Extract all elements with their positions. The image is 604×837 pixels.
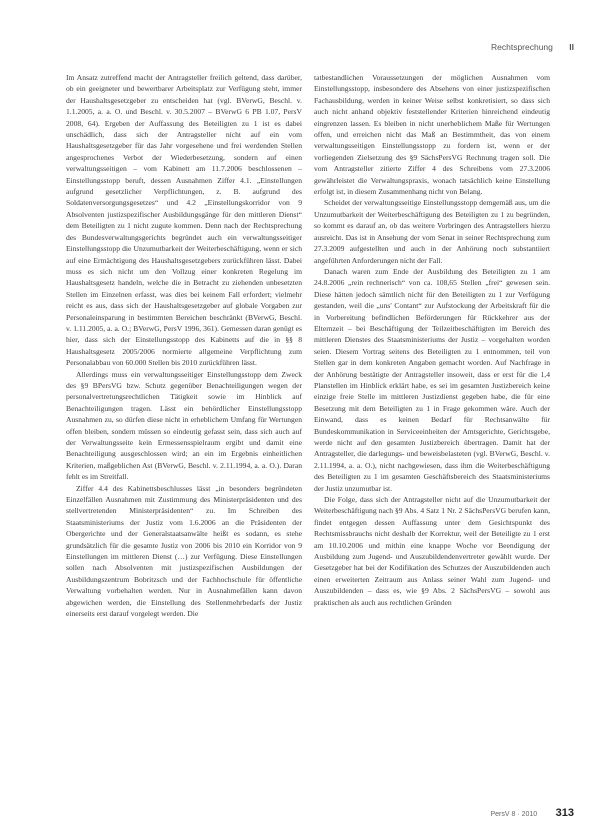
page-number: 313 (555, 807, 574, 819)
section-mark: II (569, 42, 574, 52)
paragraph: tatbestandlichen Voraussetzungen der möglichen Ausnahmen vom Einstellungsstopp, insbesondere des Absehens von einer justizspezifischen Fachausbildung, werden in keiner Weise selbst konkretisiert, so dass sich auch nicht anhand objektiv feststellender Kriterien hinreichend eindeutig eingrenzen lassen. Es bleiben in nicht unerheblichem Maße für Wertungen offen, und erreichen nicht das Maß an Bestimmtheit, das von einem verwaltungsseitigen Einstellungsstopp zu fordern ist, wenn er der vorliegenden Zielsetzung des §9 SächsPersVG Rechnung tragen soll. Die vom Antragsteller zitierte Ziffer 4 des Schreibens vom 27.3.2006 gewährleistet die Verwaltungspraxis, wonach tatsächlich keine Einstellung erfolgt ist, in diesem Zusammenhang nicht von Belang. (314, 73, 550, 197)
paragraph: Allerdings muss ein verwaltungsseitiger Einstellungsstopp dem Zweck des §9 BPersVG bzw. Schutz gegenüber Benachteiligungen wegen der personalvertretungsrechtlichen Tätigkeit sowie im Hinblick auf Benachteiligungen tragen. Lässt ein behördlicher Einstellungsstopp Ausnahmen zu, so dürfen diese nicht in erheblichem Umfang für Wertungen offen bleiben, sondern müssen so eindeutig gefasst sein, dass sich auch auf der Verwaltungsseite kein Ermessensspielraum ergibt und damit eine Benachteiligung ausgeschlossen wird; an ein im Ergebnis einheitlichen Kriterien, maßgeblichen Ast (BVerwG, Beschl. v. 2.11.1994, a. a. O.). Daran fehlt es im Streitfall. (66, 369, 302, 482)
section-rubric: Rechtsprechung (490, 42, 553, 52)
issue-label: PersV 8 · 2010 (490, 811, 538, 818)
paragraph: Scheidet der verwaltungsseitige Einstellungsstopp demgemäß aus, um die Unzumutbarkeit der Weiterbeschäftigung des Beteiligten zu 1 zu begründen, so kommt es darauf an, ob das weitere Vorbringen des Antragstellers hierzu ausreicht. Das ist in Ansehung der vom Senat in seiner Rechtsprechung zum 27.3.2009 aufgestellten und auch in der Anhörung noch substantiiert angeführten Anforderungen nicht der Fall. (314, 198, 550, 265)
paragraph: Danach waren zum Ende der Ausbildung des Beteiligten zu 1 am 24.8.2006 „rein rechnerisch“ von ca. 108,65 Stellen „frei“ gewesen sein. Diese hätten jedoch sämtlich nicht für den Beteiligten zu 1 zur Verfügung gestanden, weil die „uns' Contant“ zur Aufstockung der Arbeitskraft für die in Vorbereitung befindlichen Beförderungen für Rückkehrer aus der Elternzeit – bei Beschäftigung der Teilzeitbeschäftigten im Bereich des mittleren Dienstes des Staatsministeriums der Justiz – vorgehalten worden seien. Diesem Vortrag seitens des Beteiligten zu 1 entnommen, teil von Stellen gar in dem konkreten Angaben gemacht worden. Auf Nachfrage in der Anhörung bestätigte der Antragsteller insoweit, dass er erst für die 1,4 Planstellen im Hinblick erklärt habe, es sei im gesamten Justizbereich keine einzige freie Stelle im mittleren Justizdienst gegeben habe, die für eine Besetzung mit dem Beteiligten zu 1 in Frage gekommen wäre. Auch der Einwand, dass es keinen Bedarf für Rechtsanwälte für Bundeskommunikation in Serviceeinheiten der Amtsgerichte, Gerichtsgebe, werde nicht auf den gesamten Justizbereich übertragen. Damit hat der Antragsteller, die darlegungs- und beweisbelasteten (vgl. BVerwG, Beschl. v. 2.11.1994, a. a. O.), nicht nachgewiesen, dass ihm die Weiterbeschäftigung des Beteiligten zu 1 im gesamten Geschäftsbereich des Staatsministeriums der Justiz unzumutbar ist. (314, 266, 550, 493)
paragraph: Die Folge, dass sich der Antragsteller nicht auf die Unzumutbarkeit der Weiterbeschäftigung nach §9 Abs. 4 Satz 1 Nr. 2 SächsPersVG berufen kann, findet entgegen dessen Auffassung unter dem Gesichtspunkt des Rechtsmissbrauchs nicht deshalb der Korrektur, weil der Beteiligte zu 1 erst am 10.10.2006 und mithin eine knappe Woche vor Beendigung der Ausbildung zum Jugend- und Auszubildendenvertreter gewählt wurde. Der Gesetzgeber hat bei der Kodifikation des Schutzes der Auszubildenden auch einen erweiterten Zeitraum aus Anlass seiner Wahl zum Jugend- und Auszubildenden – dass es, wie §9 Abs. 2 SächsPersVG – sowohl aus praktischen als auch aus rechtlichen Gründen (314, 495, 550, 607)
running-header (491, 42, 574, 52)
text-column-right (314, 72, 550, 608)
paragraph: Im Ansatz zutreffend macht der Antragsteller freilich geltend, dass darüber, ob ein geeigneter und bewertbarer Arbeitsplatz zur Verfügung steht, immer der Haushaltsgesetzgeber zu entscheiden hat (vgl. BVerwG, Beschl. v. 1.1.2005, a. a. O. und Beschl. v. 30.5.2007 – BVerwG 6 PB 1.07, PersV 2008, 64). Ergeben der Auffassung des Beteiligten zu 1 ist es dabei unschädlich, dass sich der Antragsteller nicht auf ein vom Haushaltsgesetzgeber für das Jahr vorgesehene und frei werdenden Stellen angesprochenes Verbot der Wiederbesetzung, sondern auf einen verwaltungsseitigen – vom Kabinett am 11.7.2006 beschlossenen – Einstellungsstopp beruft, dessen Ausnahmen Ziffer 4.1. „Einstellungen aufgrund gesetzlicher Verpflichtungen, z. B. aufgrund des Soldatenversorgungsgesetzes“ und 4.2 „Einstellungskorridor von 9 Absolventen justizspezifischer Ausbildungsgänge für den mittleren Dienst“ dem Beteiligten zu 1 nicht zugute kommen. Denn nach der Rechtsprechung des Bundesverwaltungsgerichts begründet auch ein verwaltungsseitiger Einstellungsstopp die Unzumutbarkeit der Weiterbeschäftigung, wenn er sich auf eine Ermächtigung des Haushaltsgesetzgebers zurückführen lässt. Dabei muss es sich nicht um den Vollzug einer konkreten Regelung im Haushaltsgesetz handeln, welche die in Betracht zu ziehenden unbesetzten Stellen im Einzelnen erfasst, was dies bei keinem Fall erfordert; vielmehr reicht es aus, dass sich der Haushaltsgesetzgeber auf globale Vorgaben zur Personaleinsparung in bestimmten Bereichen beschränkt (BVerwG, Beschl. v. 1.11.2005, a. a. O.; BVerwG, PersV 1996, 361). Gemessen daran genügt es hier, dass sich der Einstellungsstopp des Kabinetts auf die in §§ 8 Haushaltsgesetz 2005/2006 normierte allgemeine Verpflichtung zum Personalabbau von 60.000 Stellen bis 2010 zurückführen lässt. (66, 73, 302, 368)
paragraph: Ziffer 4.4 des Kabinettsbeschlusses lässt „in besonders begründeten Einzelfällen Ausnahmen mit Zustimmung des Ministerpräsidenten und des stellvertretenden Ministerpräsidenten“ zu. Im Schreiben des Staatsministeriums der Justiz vom 1.6.2006 an die Präsidenten der Obergerichte und der Generalstaatsanwälte heißt es sodann, es stehe grundsätzlich für die gesamte Justiz von 2006 bis 2010 ein Korridor von 9 Einstellungen im mittleren Dienst (…) zur Verfügung. Diese Einstellungen sollen nach Absolventen mit justizspezifischen Ausbildungen der Ausbildungszentrum Bobritzsch und der Fachhochschule für öffentliche Verwaltung vorbehalten werden. Nur in Ausnahmefällen kann davon abgewichen werden, die Einstellung des Stellenmehrbedarfs der Justiz einerseits erst darauf vorgelegt werden. Die (66, 483, 302, 619)
page-footer (490, 803, 574, 821)
text-column-left (66, 72, 302, 620)
